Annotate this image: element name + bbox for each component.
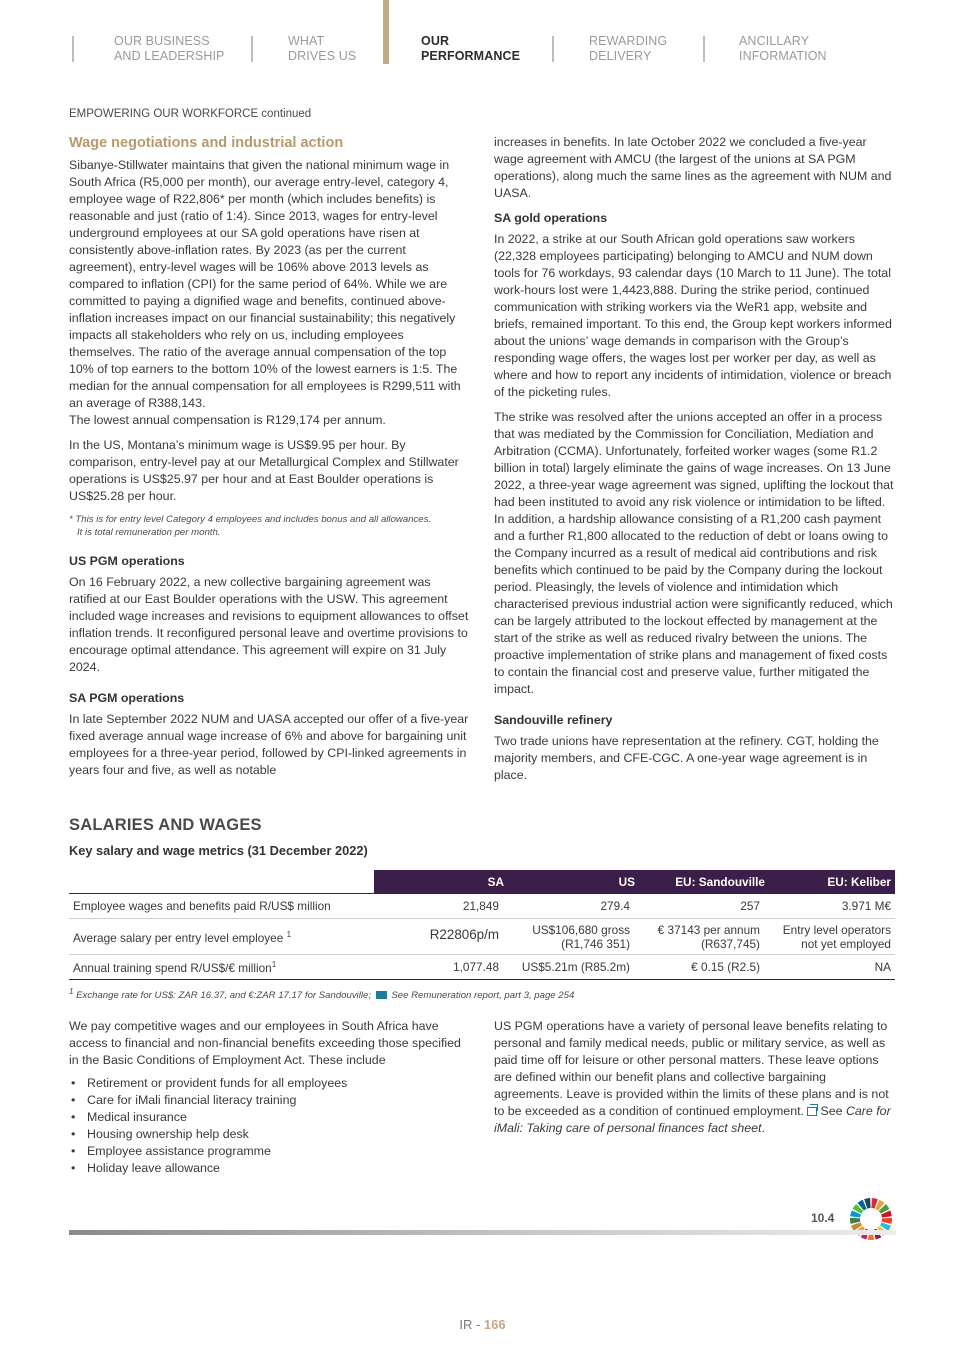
header-sa: SA: [487, 875, 504, 889]
section-label: EMPOWERING OUR WORKFORCE continued: [69, 108, 312, 120]
care-for-imali-link[interactable]: Care for iMali: Taking care of personal finances fact sheet: [494, 1104, 891, 1135]
nav-item-ancillary-information[interactable]: ANCILLARY INFORMATION: [739, 34, 827, 64]
table-divider: [69, 893, 895, 894]
nav-divider: [72, 36, 74, 62]
benefits-left-column: [69, 1018, 471, 1177]
table-divider: [69, 979, 895, 980]
wage-negotiations-heading: Wage negotiations and industrial action: [69, 135, 344, 151]
sandouville-heading: Sandouville refinery: [494, 713, 613, 727]
salaries-title: SALARIES AND WAGES: [69, 816, 262, 834]
sdg-target-label: 10.4: [811, 1211, 835, 1225]
table-divider: [69, 918, 895, 919]
benefits-paragraph: We pay competitive wages and our employees in South Africa have access to financial and non-financial benefits exceeding those specified in the Basic Conditions of Employment Act. These include: [69, 1019, 461, 1067]
nav-divider: [251, 36, 253, 62]
sa-pgm-paragraph: In late September 2022 NUM and UASA accepted our offer of a five-year fixed average annual wage increase of 6% and above for bargaining unit employees for a three-year period, followed by CPI-linked agreements in years four and five, as well as notable: [69, 712, 469, 777]
nav-item-rewarding-delivery[interactable]: REWARDING DELIVERY: [589, 34, 667, 64]
sa-pgm-heading: SA PGM operations: [69, 691, 185, 705]
external-link-icon: [807, 1107, 817, 1116]
sa-gold-paragraph-1: In 2022, a strike at our South African gold operations saw workers (22,328 employees participating) belonging to AMCU and NUM down tools for 76 workdays, 93 calendar days (10 March to 11 June). The total work-hours lost were 1,4423,888. During the strike period, continued communication with striking workers via the WeR1 app, website and briefs, remained important. To this end, the Group kept workers informed about the unions’ wage demands in comparison with the Group’s responding wage offers, the wages lost per worker per day, as well as where and how to report any incidents of intimidation, violence or breach of the picketing rules.: [494, 232, 892, 399]
sandouville-paragraph: Two trade unions have representation at the refinery. CGT, holding the majority members, and CFE-CGC. A one-year wage agreement is in place.: [494, 734, 879, 782]
remuneration-report-link[interactable]: See Remuneration report, part 3, page 254: [388, 990, 575, 1002]
nav-item-our-performance[interactable]: OUR PERFORMANCE: [421, 34, 521, 63]
bottom-divider-bar: [69, 1230, 896, 1235]
table-header: [374, 870, 895, 893]
list-item: • Employee assistance programme: [69, 1143, 471, 1160]
us-pgm-paragraph: On 16 February 2022, a new collective bargaining agreement was ratified at our East Boulder operations with the USW. This agreement included wage increases and revisions to equipment allowances to offset inflation trends. It reconfigured personal leave and overtime provisions to encourage optimal attendance. This agreement will expire on 31 July 2024.: [69, 575, 469, 674]
benefits-list: [69, 1075, 471, 1177]
list-item: • Housing ownership help desk: [69, 1126, 471, 1143]
header-eu-sandouville: EU: Sandouville: [675, 875, 765, 889]
right-column: [494, 134, 897, 792]
sa-gold-paragraph-2: The strike was resolved after the unions accepted an offer in a process that was mediated by the Commission for Conciliation, Mediation and Arbitration (CCMA). Unfortunately, forfeited worker wages (some R1.2 billion in total) largely eliminate the gains of wage increases. On 13 June 2022, a three-year wage agreement was signed, uplifting the lockout that had been instituted to avoid any risk violence or intimidation to be lifted. In addition, a hardship allowance consisting of a R1,200 cash payment and a further R1,800 allocated to the reduction of debt or loans owing to the Company incurred as a result of medical aid contributions and risk benefits which continued to be paid by the Company during the lockout period. Pleasingly, the levels of violence and intimidation which characterised previous industrial action were significantly reduced, which can be largely attributed to the lockout effected by management at the start of the strike as well as reduced rivalry between the unions. The proactive implementation of strike plans and management of fixed costs to contain the financial cost and preserve value, further mitigated the impact.: [494, 410, 894, 696]
document-icon: [376, 991, 387, 999]
sa-gold-heading: SA gold operations: [494, 211, 608, 225]
sa-pgm-continued-paragraph: increases in benefits. In late October 2022 we concluded a five-year wage agreement with AMCU (the largest of the unions at SA PGM operations), along much the same lines as the agreement with NUM and UASA.: [494, 135, 892, 200]
salaries-subtitle: Key salary and wage metrics (31 December 2022): [69, 843, 368, 858]
wage-footnote: * This is for entry level Category 4 employees and includes bonus and all allowances. It is total remuneration per month.: [69, 514, 432, 538]
nav-divider: [703, 36, 705, 62]
us-minimum-wage-paragraph: In the US, Montana’s minimum wage is US$9.95 per hour. By comparison, entry-level pay at our Metallurgical Complex and Stillwater operations is US$25.97 per hour and at East Boulder operations is US$25.28 per hour.: [69, 438, 459, 503]
header-eu-keliber: EU: Keliber: [827, 875, 891, 889]
leave-paragraph: US PGM operations have a variety of personal leave benefits relating to personal and family medical needs, public or military service, as well as paid time off for leisure or other personal matters. These leave options are defined within our benefit plans and collective bargaining agreements. Leave is provided within the limits of these plans and is not to be exceeded as a condition of continued employment. See Care for iMali: Taking care of personal finances fact sheet.: [494, 1019, 891, 1135]
list-item: • Care for iMali financial literacy training: [69, 1092, 471, 1109]
nav-item-our-business[interactable]: OUR BUSINESS AND LEADERSHIP: [114, 34, 224, 64]
leave-right-column: [494, 1018, 897, 1145]
header-us: US: [618, 875, 635, 889]
list-item: • Holiday leave allowance: [69, 1160, 471, 1177]
list-item: • Medical insurance: [69, 1109, 471, 1126]
table-footnote: $^1$ Exchange rate for US$: ZAR 16.37, and €:ZAR 17.17 for Sandouville; See Remuneration report, part 3, page 254: [69, 987, 575, 1002]
wage-paragraph: Sibanye-Stillwater maintains that given the national minimum wage in South Africa (R5,000 per month), our average entry-level, category 4, employee wage of R22,806* per month (which includes benefits) is reasonable and just (ratio of 1:4). Since 2013, wages for entry-level underground employees at our SA gold operations have risen at consistently above-inflation rates. By 2023 (as per the current agreement), entry-level wages will be 106% above 2013 levels as compared to inflation (CPI) for the same period of 64%. While we are committed to paying a dignified wage and benefits, continued above-inflation increases impact on our financial sustainability; this negatively impacts all stakeholders who rely on us, including employees themselves. The ratio of the average annual compensation of the top 10% of top earners to the bottom 10% of the lowest earners is 1:5. The median for the annual compensation for all employees is R299,511 with an average of R388,143. The lowest annual compensation is R129,174 per annum.: [69, 158, 461, 427]
us-pgm-heading: US PGM operations: [69, 554, 185, 568]
nav-divider: [552, 36, 554, 62]
table-divider: [69, 954, 895, 955]
top-navigation: [0, 0, 965, 80]
list-item: • Retirement or provident funds for all employees: [69, 1075, 471, 1092]
active-section-marker: [383, 0, 389, 64]
left-column: [69, 134, 471, 787]
page-number: IR - 166: [459, 1317, 506, 1332]
nav-item-what-drives-us[interactable]: WHAT DRIVES US: [288, 34, 356, 64]
